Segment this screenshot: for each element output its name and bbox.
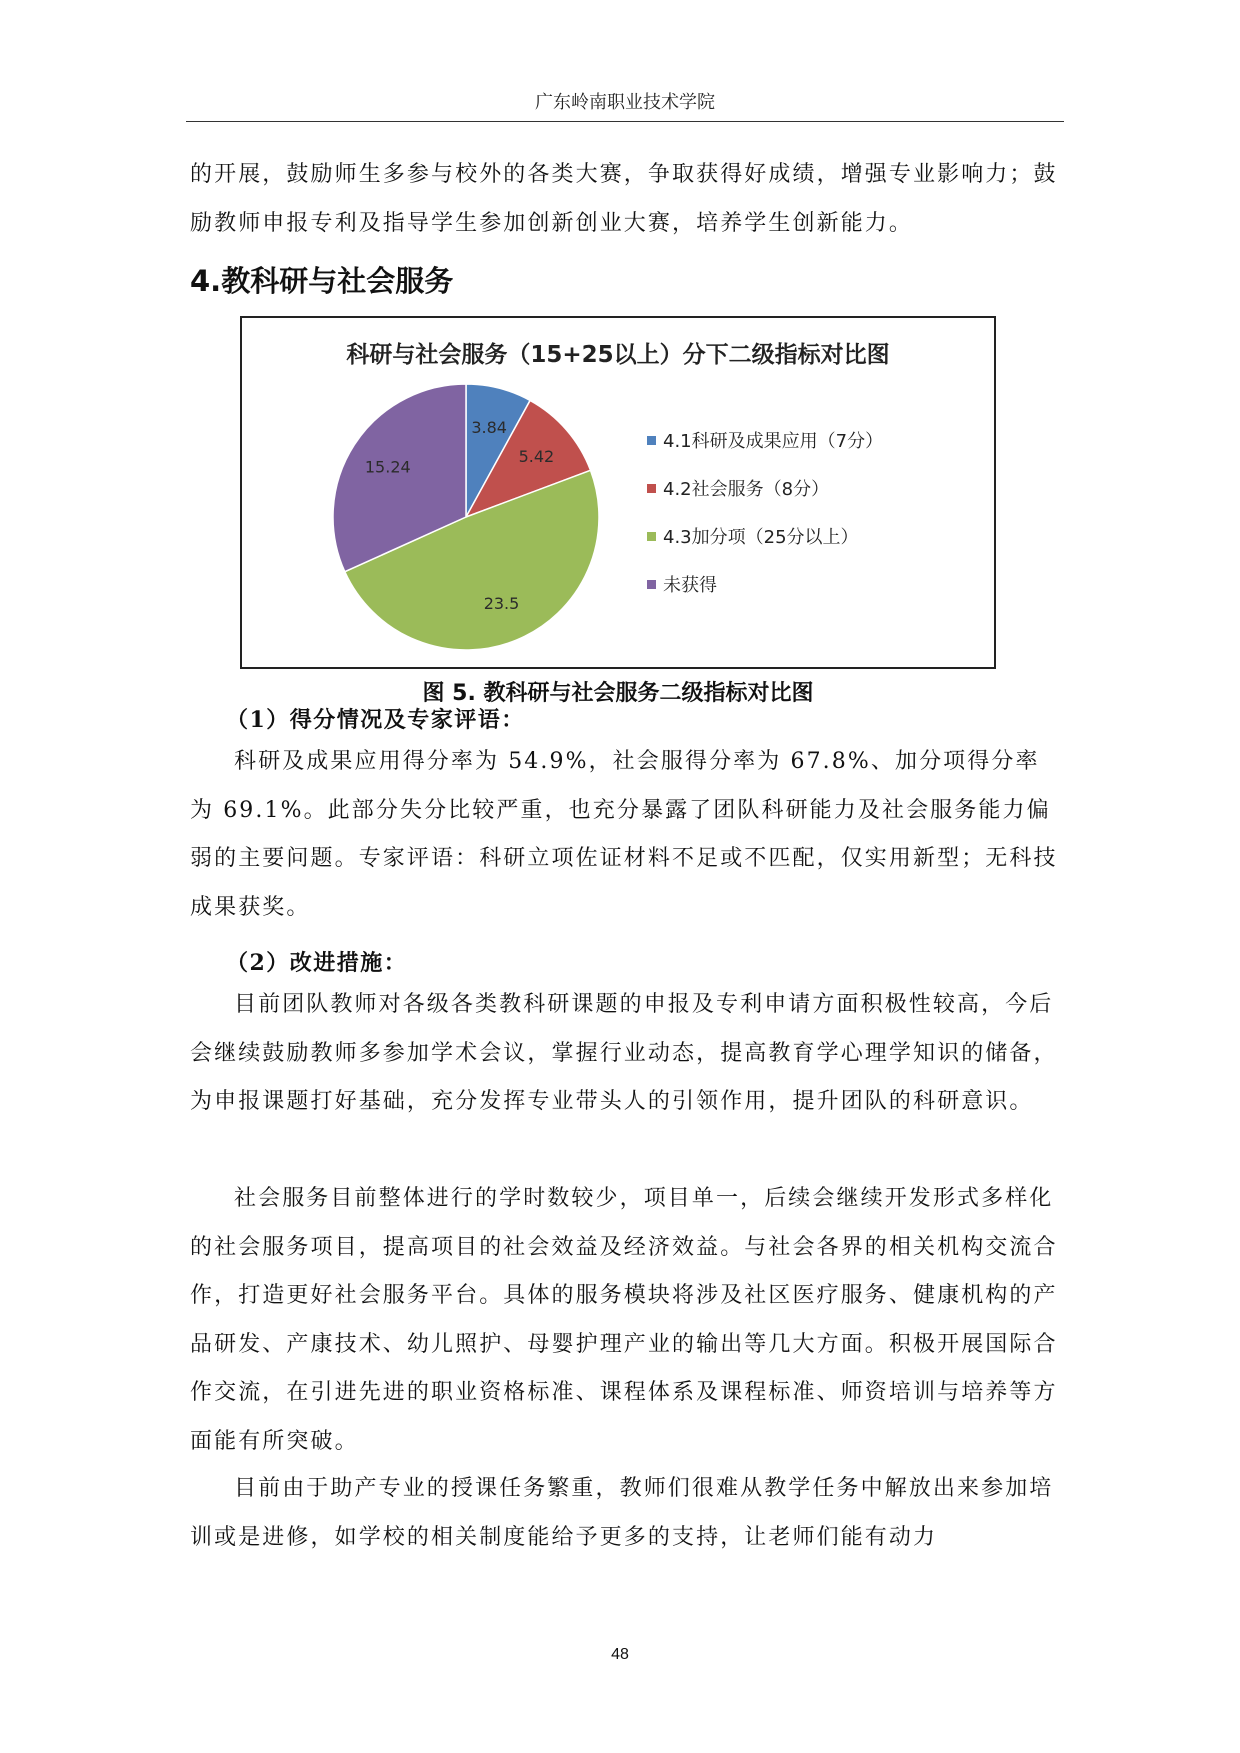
legend-item xyxy=(647,560,883,608)
chart-legend xyxy=(647,416,883,608)
pie-data-label: 15.24 xyxy=(364,457,411,477)
legend-item xyxy=(647,464,883,512)
legend-label: 4.3加分项（25分以上） xyxy=(663,527,859,548)
figure-caption: 图 5. 教科研与社会服务二级指标对比图 xyxy=(422,681,814,706)
improve-heading: （2）改进措施： xyxy=(226,950,408,976)
legend-swatch xyxy=(647,436,656,445)
pie-data-label: 23.5 xyxy=(483,594,520,614)
legend-label: 未获得 xyxy=(663,575,717,596)
page-header: 广东岭南职业技术学院 xyxy=(186,88,1064,122)
improve-paragraph-3: 目前由于助产专业的授课任务繁重，教师们很难从教学任务中解放出来参加培训或是进修，如学校的相关制度能给予更多的支持，让老师们能有动力 xyxy=(190,1476,1054,1550)
legend-label: 4.2社会服务（8分） xyxy=(663,479,830,500)
legend-swatch xyxy=(647,484,656,493)
pie-data-label: 3.84 xyxy=(471,417,507,437)
page-number: 48 xyxy=(611,1646,629,1663)
score-paragraph: 科研及成果应用得分率为 54.9%，社会服得分率为 67.8%、加分项得分率为 69.1%。此部分失分比较严重，也充分暴露了团队科研能力及社会服务能力偏弱的主要问题。专家评语：科研立项佐证材料不足或不匹配，仅实用新型；无科技成果获奖。 xyxy=(190,749,1058,920)
legend-item xyxy=(647,512,883,560)
pie-chart xyxy=(240,316,996,669)
chart-title: 科研与社会服务（15+25以上）分下二级指标对比图 xyxy=(346,342,890,368)
improve-paragraph-2: 社会服务目前整体进行的学时数较少，项目单一，后续会继续开发形式多样化的社会服务项目，提高项目的社会效益及经济效益。与社会各界的相关机构交流合作，打造更好社会服务平台。具体的服务模块将涉及社区医疗服务、健康机构的产品研发、产康技术、幼儿照护、母婴护理产业的输出等几大方面。积极开展国际合作交流，在引进先进的职业资格标准、课程体系及课程标准、师资培训与培养等方面能有所突破。 xyxy=(190,1186,1058,1454)
legend-swatch xyxy=(647,532,656,541)
pie-data-label: 5.42 xyxy=(518,447,555,467)
legend-swatch xyxy=(647,580,656,589)
improve-paragraph-1: 目前团队教师对各级各类教科研课题的申报及专利申请方面积极性较高，今后会继续鼓励教师多参加学术会议，掌握行业动态，提高教育学心理学知识的储备，为申报课题打好基础，充分发挥专业带头人的引领作用，提升团队的科研意识。 xyxy=(190,992,1058,1114)
intro-paragraph: 的开展，鼓励师生多参与校外的各类大赛，争取获得好成绩，增强专业影响力；鼓励教师申报专利及指导学生参加创新创业大赛，培养学生创新能力。 xyxy=(190,162,1058,236)
legend-label: 4.1科研及成果应用（7分） xyxy=(663,431,884,452)
legend-item xyxy=(647,416,883,464)
score-heading: （1）得分情况及专家评语： xyxy=(226,707,525,733)
section-title: 4.教科研与社会服务 xyxy=(190,264,454,298)
